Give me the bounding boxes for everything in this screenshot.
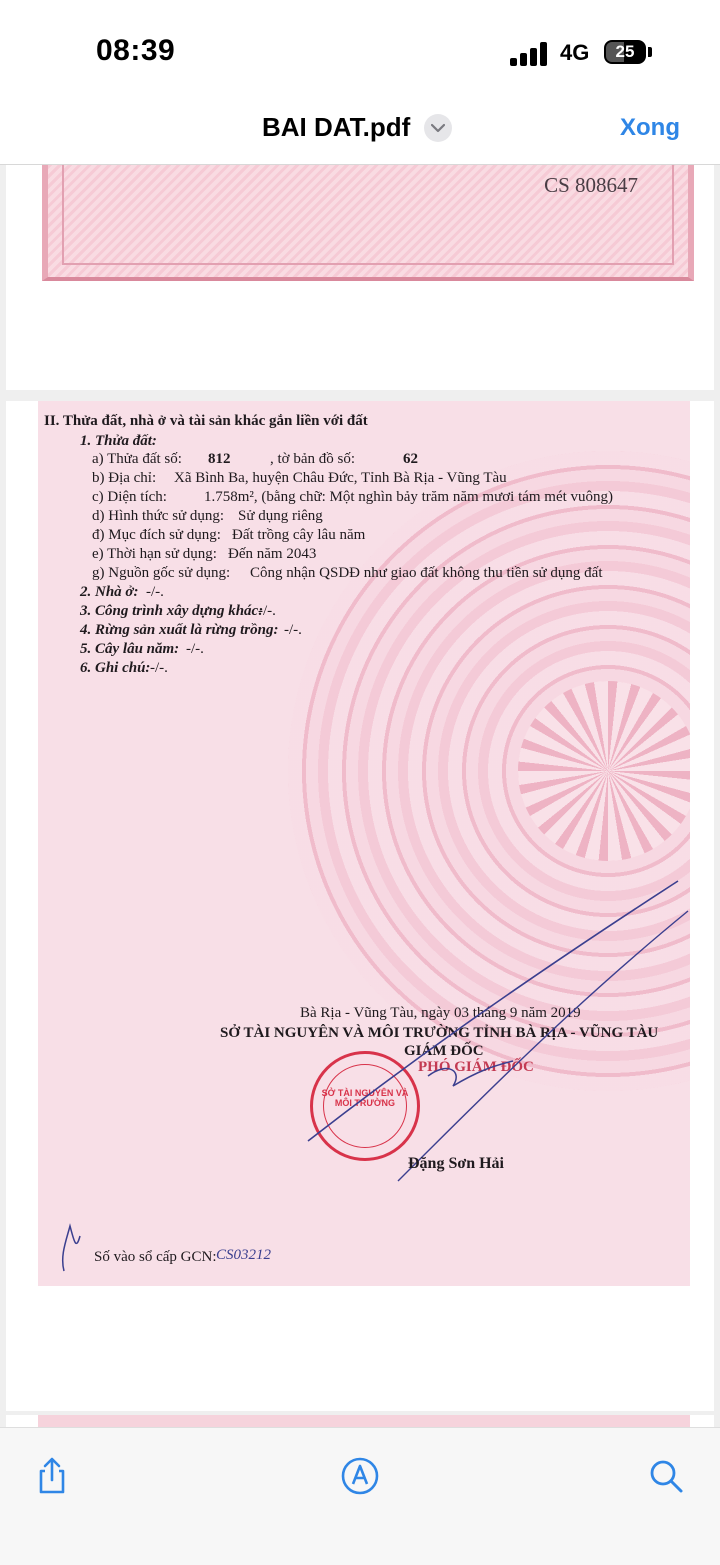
deputy-director-title: PHÓ GIÁM ĐỐC [418,1059,534,1075]
director-title: GIÁM ĐỐC [404,1043,484,1059]
register-value: CS03212 [216,1247,272,1263]
cellular-signal-icon [510,42,550,66]
document-title-menu[interactable] [262,112,452,143]
parcel-number-label: a) Thửa đất số: [92,451,182,467]
status-time: 08:39 [96,34,176,67]
status-bar [0,0,720,100]
usage-origin-value: Công nhận QSDĐ như giao đất không thu tiền sử dụng đất [250,565,603,581]
section-heading: II. Thửa đất, nhà ở và tài sản khác gắn liền với đất [44,413,368,429]
item2-label: 2. Nhà ở: [80,584,139,600]
land-certificate-page [38,401,690,1286]
serial-number: CS 808647 [544,173,638,197]
usage-origin-label: g) Nguồn gốc sử dụng: [92,565,231,581]
signer-name: Đặng Sơn Hải [408,1155,504,1172]
usage-form-value: Sử dụng riêng [238,508,323,524]
item6-label: 6. Ghi chú: [80,660,151,676]
item6-value: -/-. [150,660,168,676]
signature-strokes [278,871,690,1191]
map-sheet-label: , tờ bản đồ số: [270,451,356,467]
certificate-top-strip [42,165,694,281]
handwritten-mark [56,1216,86,1276]
item4-value: -/-. [284,622,302,638]
seal-text: SỞ TÀI NGUYÊN VÀ MÔI TRƯỜNG [321,1088,409,1109]
pdf-page-current [6,401,714,1411]
area-label: c) Diện tích: [92,489,167,505]
battery-cap [648,47,652,57]
bottom-toolbar [0,1427,720,1565]
item5-label: 5. Cây lâu năm: [80,641,180,657]
area-value: 1.758m², (bằng chữ: Một nghìn bảy trăm năm mươi tám mét vuông) [204,489,614,505]
map-sheet-value: 62 [403,451,418,467]
navigation-bar [0,100,720,165]
parcel-number-value: 812 [208,451,231,467]
place-date: Bà Rịa - Vũng Tàu, ngày 03 tháng 9 năm 2019 [300,1005,581,1021]
usage-form-label: d) Hình thức sử dụng: [92,508,225,524]
item2-value: -/-. [146,584,164,600]
register-label: Số vào sổ cấp GCN: [94,1249,217,1265]
usage-term-value: Đến năm 2043 [228,546,317,562]
address-label: b) Địa chỉ: [92,470,157,486]
done-button[interactable]: Xong [620,114,680,141]
item3-label: 3. Công trình xây dựng khác: [80,603,264,619]
pdf-viewer[interactable] [0,165,720,1427]
item1-heading: 1. Thửa đất: [80,433,157,449]
markup-icon[interactable] [340,1456,380,1496]
usage-term-label: e) Thời hạn sử dụng: [92,546,217,562]
usage-purpose-value: Đất trồng cây lâu năm [232,527,366,543]
pdf-page-next [6,1415,714,1427]
battery-icon [604,40,646,64]
item4-label: 4. Rừng sản xuất là rừng trồng: [80,622,279,638]
usage-purpose-label: đ) Mục đích sử dụng: [92,527,221,543]
battery-level: 25 [615,42,635,61]
pdf-page-previous [6,165,714,390]
drum-star-watermark [518,681,690,861]
agency-name: SỞ TÀI NGUYÊN VÀ MÔI TRƯỜNG TỈNH BÀ RỊA - VŨNG TÀU [220,1025,659,1041]
item3-value: -/-. [258,603,276,619]
item5-value: -/-. [186,641,204,657]
document-title: BAI DAT.pdf [262,112,411,142]
network-type: 4G [560,40,590,65]
search-icon[interactable] [646,1456,686,1496]
address-value: Xã Bình Ba, huyện Châu Đức, Tỉnh Bà Rịa - Vũng Tàu [174,470,507,486]
chevron-down-icon[interactable] [424,114,452,142]
share-icon[interactable] [32,1456,72,1496]
